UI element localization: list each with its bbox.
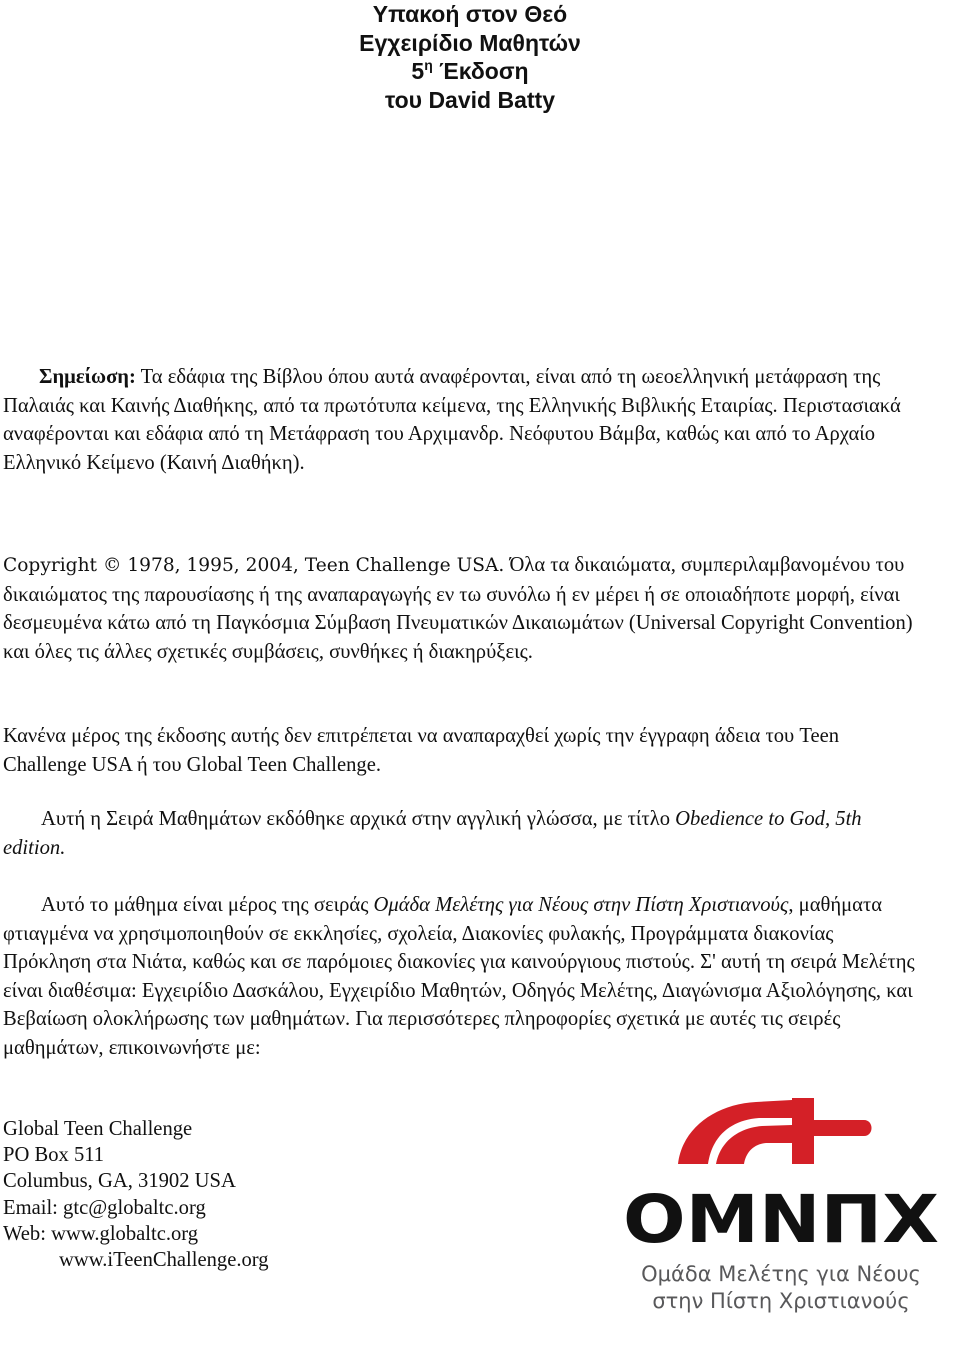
series-paragraph [3,891,923,1063]
series-logo [616,1098,946,1318]
logo-tagline-2: στην Πίστη Χριστιανούς [652,1289,910,1313]
edition-superscript: η [424,57,433,73]
edition-word: Έκδοση [439,58,529,84]
copyright-symbol: © [102,555,122,576]
series-lead: Αυτό το μάθημα είναι μέρος της σειράς [41,894,369,916]
contact-po-box: PO Box 511 [3,1144,105,1167]
contact-email: Email: gtc@globaltc.org [3,1196,206,1219]
subtitle-line: Εγχειρίδιο Μαθητών [359,29,581,56]
edition-number: 5 [411,58,425,84]
contact-web-2: www.iTeenChallenge.org [59,1249,269,1272]
contact-city: Columbus, GA, 31902 USA [3,1170,236,1193]
note-text: Τα εδάφια της Βίβλου όπου αυτά αναφέρονται, είναι από τη ωεοελληνική μετάφραση της Παλαιάς και Καινής Διαθήκης, από τα πρωτότυπα κείμενα, της Ελληνικής Βιβλικής Εταιρίας. Περιστασιακά αναφέρονται και εδάφια από τη Μετάφραση του Αρχιμανδρ. Νεόφυτου Βάμβα, καθώς και από το Αρχαίο Ελληνικό Κείμενο (Καινή Διαθήκη). [3,366,901,474]
title-block [0,0,940,114]
logo-cross-vertical [792,1098,814,1164]
title-line: Υπακοή στον Θεό [372,1,568,27]
series-rest: , μαθήματα φτιαγμένα να χρησιμοποιηθούν σε εκκλησίες, σχολεία, Διακονίες φυλακής, Προγράμματα διακονίας Πρόκληση στα Νιάτα, καθώς και σε παρόμοιες διακονίες για καινούργιους πιστούς. Σ' αυτή τη σειρά Μελέτης είναι διαθέσιμα: Εγχειρίδιο Δασκάλου, Εγχειρίδιο Μαθητών, Οδηγός Μελέτης, Διαγώνισμα Αξιολόγησης, και Βεβαίωση ολοκλήρωσης των μαθημάτων. Για περισσότερες πληροφορίες σχετικά με αυτές τις σειρές μαθημάτων, επικοινωνήστε με: [3,894,915,1059]
origin-paragraph [3,805,923,862]
series-title: Ομάδα Μελέτης για Νέους στην Πίστη Χριστιανούς [373,894,789,916]
copyright-paragraph [3,551,923,666]
permission-paragraph: Κανένα μέρος της έκδοσης αυτής δεν επιτρέπεται να αναπαραχθεί χωρίς την έγγραφη άδεια του Teen Challenge USA ή του Global Teen Challenge. [3,725,840,776]
edition-line [0,57,940,86]
logo-swoosh [678,1100,792,1164]
origin-text: Αυτή η Σειρά Μαθημάτων εκδόθηκε αρχικά στην αγγλική γλώσσα, με τίτλο [41,808,670,830]
contact-web: Web: www.globaltc.org [3,1222,199,1245]
logo-letters: ΟΜΝΠΧ [623,1181,939,1258]
contact-org: Global Teen Challenge [3,1118,193,1140]
author-line: του David Batty [385,86,555,113]
copyright-rest: Όλα τα δικαιώματα, συμπεριλαμβανομένου του δικαιώματος της παρουσίασης ή της αναπαραγωγής εν τω συνόλω ή εν μέρει ή σε οποιαδήποτε μορφή, είναι δεσμευμένα κάτω από τη Παγκόσμια Σύμβαση Πνευματικών Δικαιωμάτων (Universal Copyright Convention) και όλες τις άλλες σχετικές συμβάσεις, συνθήκες ή διακηρύξεις. [3,554,913,663]
copyright-lead: Copyright [3,555,98,576]
contact-block [3,1116,269,1273]
origin-title: Obedience to God, 5th edition. [3,808,862,859]
logo-cross-arm [814,1120,872,1136]
logo-tagline-1: Ομάδα Μελέτης για Νέους [641,1262,921,1286]
copyright-years: 1978, 1995, 2004, Teen Challenge USA. [127,555,505,576]
note-paragraph [3,363,923,477]
note-label: Σημείωση: [39,366,136,388]
